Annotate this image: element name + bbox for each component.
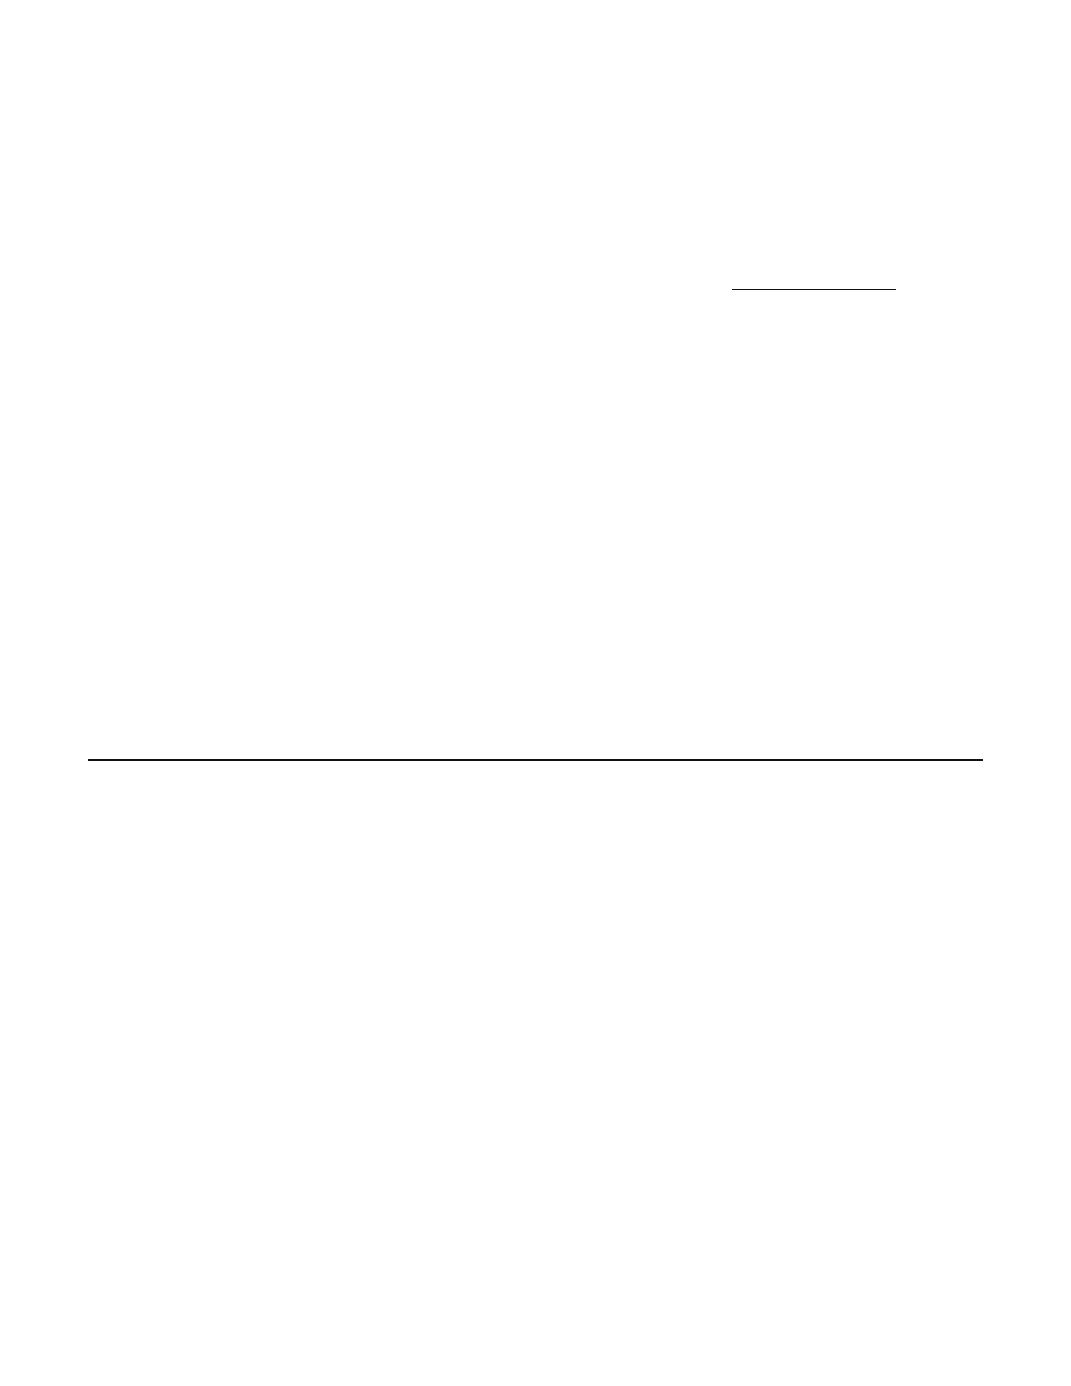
issuer-table-top-rule: [88, 759, 983, 761]
group-header-rule: [732, 289, 896, 290]
